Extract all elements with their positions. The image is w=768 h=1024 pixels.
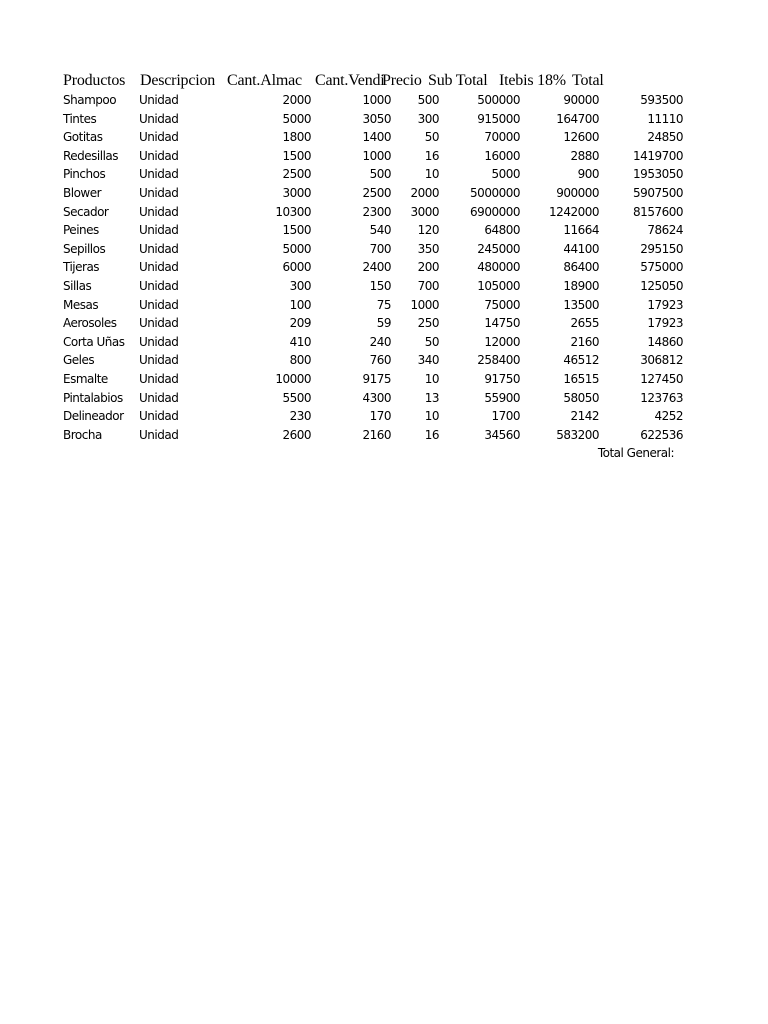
cell-itebis: 46512 [563, 353, 599, 368]
cell-sub-total: 258400 [477, 353, 520, 368]
cell-precio: 3000 [410, 204, 439, 219]
cell-sub-total: 6900000 [470, 204, 520, 219]
cell-sub-total: 16000 [484, 148, 520, 163]
cell-cant-almac: 209 [289, 316, 311, 331]
cell-sub-total: 12000 [484, 334, 520, 349]
cell-total: 575000 [640, 260, 683, 275]
cell-total: 127450 [640, 371, 683, 386]
cell-sub-total: 14750 [484, 316, 520, 331]
cell-descripcion: Unidad [139, 334, 179, 349]
header-row [63, 72, 683, 93]
cell-itebis: 18900 [563, 278, 599, 293]
cell-itebis: 1242000 [549, 204, 599, 219]
cell-itebis: 11664 [563, 223, 599, 238]
cell-precio: 340 [417, 353, 439, 368]
table-row [63, 298, 683, 317]
cell-cant-vendi: 170 [369, 409, 391, 424]
cell-cant-vendi: 1000 [362, 148, 391, 163]
table-row [63, 260, 683, 279]
cell-precio: 13 [424, 390, 439, 405]
cell-itebis: 12600 [563, 130, 599, 145]
cell-producto: Mesas [63, 297, 99, 312]
cell-cant-almac: 300 [289, 278, 311, 293]
table-body [63, 93, 683, 446]
cell-total: 295150 [640, 241, 683, 256]
cell-precio: 10 [424, 167, 439, 182]
cell-cant-almac: 2000 [282, 93, 311, 107]
cell-cant-vendi: 75 [376, 297, 391, 312]
cell-cant-almac: 800 [289, 353, 311, 368]
cell-itebis: 2655 [570, 316, 599, 331]
header-total: Total [572, 72, 604, 89]
cell-total: 306812 [640, 353, 683, 368]
table-row [63, 130, 683, 149]
table-row [63, 167, 683, 186]
cell-producto: Pintalabios [63, 390, 123, 405]
cell-sub-total: 64800 [484, 223, 520, 238]
table-row [63, 93, 683, 112]
cell-cant-almac: 2600 [282, 427, 311, 442]
cell-descripcion: Unidad [139, 148, 179, 163]
cell-total: 14860 [647, 334, 683, 349]
cell-cant-vendi: 2300 [362, 204, 391, 219]
table-row [63, 316, 683, 335]
table-row [63, 428, 683, 447]
cell-itebis: 900 [577, 167, 599, 182]
cell-cant-vendi: 1400 [362, 130, 391, 145]
cell-cant-vendi: 700 [369, 241, 391, 256]
cell-total: 8157600 [633, 204, 683, 219]
cell-descripcion: Unidad [139, 223, 179, 238]
cell-total: 1419700 [633, 148, 683, 163]
cell-precio: 700 [417, 278, 439, 293]
cell-itebis: 16515 [563, 371, 599, 386]
cell-producto: Aerosoles [63, 316, 117, 331]
spreadsheet-table [63, 72, 683, 464]
cell-descripcion: Unidad [139, 93, 179, 107]
cell-sub-total: 105000 [477, 278, 520, 293]
total-general-label: Total General: [597, 446, 674, 461]
cell-descripcion: Unidad [139, 409, 179, 424]
cell-sub-total: 5000000 [470, 185, 520, 200]
cell-cant-vendi: 500 [369, 167, 391, 182]
header-itebis: Itebis 18% [499, 72, 566, 89]
header-productos: Productos [63, 72, 126, 89]
cell-precio: 50 [424, 130, 439, 145]
cell-producto: Tintes [63, 111, 97, 126]
cell-cant-almac: 3000 [282, 185, 311, 200]
cell-cant-vendi: 2160 [362, 427, 391, 442]
header-sub-total: Sub Total [428, 72, 488, 89]
cell-precio: 2000 [410, 185, 439, 200]
cell-descripcion: Unidad [139, 371, 179, 386]
cell-precio: 200 [417, 260, 439, 275]
cell-itebis: 44100 [563, 241, 599, 256]
cell-cant-vendi: 3050 [362, 111, 391, 126]
cell-total: 24850 [647, 130, 683, 145]
table-row [63, 409, 683, 428]
cell-precio: 350 [417, 241, 439, 256]
cell-producto: Corta Uñas [63, 334, 125, 349]
header-descripcion: Descripcion [140, 72, 216, 89]
cell-total: 17923 [647, 297, 683, 312]
cell-itebis: 13500 [563, 297, 599, 312]
cell-descripcion: Unidad [139, 316, 179, 331]
cell-total: 1953050 [633, 167, 683, 182]
cell-cant-vendi: 2500 [362, 185, 391, 200]
table-row [63, 242, 683, 261]
cell-descripcion: Unidad [139, 278, 179, 293]
cell-cant-vendi: 240 [369, 334, 391, 349]
table-row [63, 223, 683, 242]
cell-sub-total: 1700 [491, 409, 520, 424]
table-row [63, 372, 683, 391]
cell-cant-almac: 10300 [275, 204, 311, 219]
cell-total: 123763 [640, 390, 683, 405]
cell-producto: Tijeras [63, 260, 100, 275]
cell-producto: Peines [63, 223, 99, 238]
cell-descripcion: Unidad [139, 204, 179, 219]
cell-cant-almac: 410 [289, 334, 311, 349]
cell-producto: Sepillos [63, 241, 106, 256]
cell-itebis: 583200 [556, 427, 599, 442]
cell-itebis: 2160 [570, 334, 599, 349]
cell-descripcion: Unidad [139, 111, 179, 126]
cell-producto: Redesillas [63, 148, 119, 163]
cell-producto: Delineador [63, 409, 124, 424]
cell-sub-total: 245000 [477, 241, 520, 256]
cell-total: 622536 [640, 427, 683, 442]
cell-sub-total: 480000 [477, 260, 520, 275]
cell-producto: Blower [63, 185, 102, 200]
table-row [63, 391, 683, 410]
cell-cant-almac: 2500 [282, 167, 311, 182]
cell-cant-vendi: 4300 [362, 390, 391, 405]
table-row [63, 353, 683, 372]
cell-cant-almac: 5000 [282, 111, 311, 126]
cell-producto: Secador [63, 204, 109, 219]
cell-cant-vendi: 150 [369, 278, 391, 293]
cell-descripcion: Unidad [139, 167, 179, 182]
cell-sub-total: 500000 [477, 93, 520, 107]
header-precio: Precio [382, 72, 422, 89]
cell-precio: 10 [424, 409, 439, 424]
table-row [63, 112, 683, 131]
cell-cant-almac: 1800 [282, 130, 311, 145]
cell-precio: 10 [424, 371, 439, 386]
cell-descripcion: Unidad [139, 130, 179, 145]
cell-cant-almac: 5500 [282, 390, 311, 405]
cell-sub-total: 91750 [484, 371, 520, 386]
cell-descripcion: Unidad [139, 353, 179, 368]
cell-cant-almac: 5000 [282, 241, 311, 256]
cell-sub-total: 5000 [491, 167, 520, 182]
cell-producto: Brocha [63, 427, 102, 442]
cell-cant-almac: 1500 [282, 223, 311, 238]
cell-producto: Esmalte [63, 371, 108, 386]
cell-itebis: 2880 [570, 148, 599, 163]
cell-cant-almac: 1500 [282, 148, 311, 163]
cell-precio: 1000 [410, 297, 439, 312]
footer-row [63, 446, 683, 464]
cell-descripcion: Unidad [139, 241, 179, 256]
cell-descripcion: Unidad [139, 427, 179, 442]
cell-producto: Pinchos [63, 167, 106, 182]
cell-sub-total: 75000 [484, 297, 520, 312]
cell-itebis: 58050 [563, 390, 599, 405]
cell-sub-total: 55900 [484, 390, 520, 405]
cell-cant-vendi: 1000 [362, 93, 391, 107]
cell-cant-vendi: 540 [369, 223, 391, 238]
cell-producto: Shampoo [63, 93, 117, 107]
cell-cant-almac: 100 [289, 297, 311, 312]
cell-producto: Gotitas [63, 130, 103, 145]
cell-total: 78624 [647, 223, 683, 238]
cell-descripcion: Unidad [139, 260, 179, 275]
cell-producto: Geles [63, 353, 95, 368]
cell-precio: 500 [417, 93, 439, 107]
cell-total: 593500 [640, 93, 683, 107]
cell-descripcion: Unidad [139, 297, 179, 312]
table-row [63, 186, 683, 205]
cell-itebis: 900000 [556, 185, 599, 200]
table-row [63, 149, 683, 168]
cell-sub-total: 70000 [484, 130, 520, 145]
cell-precio: 50 [424, 334, 439, 349]
cell-cant-almac: 10000 [275, 371, 311, 386]
table-row [63, 205, 683, 224]
cell-cant-vendi: 2400 [362, 260, 391, 275]
cell-itebis: 90000 [563, 93, 599, 107]
cell-cant-almac: 6000 [282, 260, 311, 275]
cell-itebis: 164700 [556, 111, 599, 126]
cell-total: 125050 [640, 278, 683, 293]
cell-descripcion: Unidad [139, 390, 179, 405]
cell-total: 17923 [647, 316, 683, 331]
cell-sub-total: 34560 [484, 427, 520, 442]
cell-cant-vendi: 9175 [362, 371, 391, 386]
cell-precio: 120 [417, 223, 439, 238]
cell-precio: 250 [417, 316, 439, 331]
cell-producto: Sillas [63, 278, 92, 293]
cell-total: 5907500 [633, 185, 683, 200]
table-row [63, 335, 683, 354]
cell-itebis: 2142 [570, 409, 599, 424]
header-cant-almac: Cant.Almac [227, 72, 302, 89]
table-row [63, 279, 683, 298]
cell-precio: 16 [424, 427, 439, 442]
cell-descripcion: Unidad [139, 185, 179, 200]
cell-sub-total: 915000 [477, 111, 520, 126]
cell-precio: 300 [417, 111, 439, 126]
cell-cant-vendi: 59 [376, 316, 391, 331]
cell-itebis: 86400 [563, 260, 599, 275]
cell-cant-almac: 230 [289, 409, 311, 424]
cell-total: 4252 [654, 409, 683, 424]
header-cant-vendi: Cant.Vendi [315, 72, 385, 89]
cell-total: 11110 [647, 111, 683, 126]
cell-precio: 16 [424, 148, 439, 163]
cell-cant-vendi: 760 [369, 353, 391, 368]
